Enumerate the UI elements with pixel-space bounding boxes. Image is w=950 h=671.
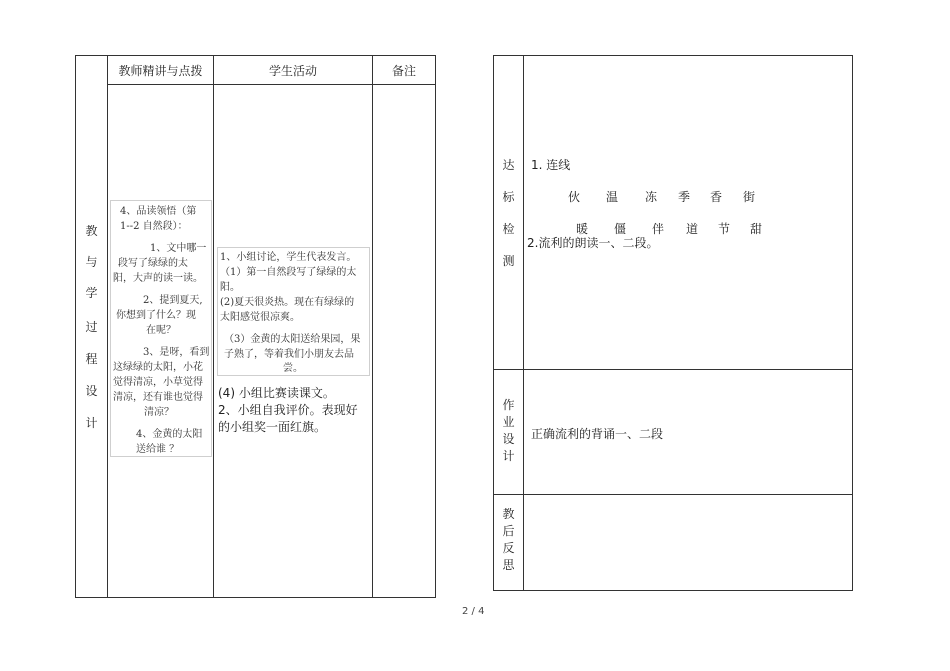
match-char: 街 xyxy=(743,190,756,204)
label-char: 达 xyxy=(502,158,515,172)
student-line: （3）金黄的太阳送给果园，果 xyxy=(224,334,361,345)
student-line: 1、小组讨论，学生代表发言。 xyxy=(220,252,357,263)
student-line: （1）第一自然段写了绿绿的太 xyxy=(220,267,357,278)
match-char: 伙 xyxy=(568,190,581,204)
teacher-line: 4、金黄的太阳 xyxy=(136,429,203,440)
label-char: 教 xyxy=(502,507,515,521)
match-char: 温 xyxy=(606,190,619,204)
teacher-line: 清凉？ xyxy=(144,407,174,418)
label-char: 检 xyxy=(502,222,515,236)
header-remarks: 备注 xyxy=(391,64,416,78)
reading-task: 2.流利的朗读一、二段。 xyxy=(527,236,659,250)
teacher-line: 段写了绿绿的太 xyxy=(118,258,188,269)
teacher-line: 4、品读领悟（第 xyxy=(120,206,197,217)
matching-title: 1. 连线 xyxy=(531,158,571,172)
teacher-line: 阳，大声的读一读。 xyxy=(113,273,203,284)
teacher-line: 你想到了什么？现 xyxy=(116,310,196,321)
match-char: 节 xyxy=(718,222,731,236)
teacher-line: 觉得清凉，小草觉得 xyxy=(113,377,203,388)
match-char: 伴 xyxy=(652,222,665,236)
header-student-activity: 学生活动 xyxy=(268,64,317,78)
match-char: 僵 xyxy=(614,222,627,236)
student-after-line: 的小组奖一面红旗。 xyxy=(218,420,327,434)
match-char: 道 xyxy=(686,222,699,236)
side-label-char: 计 xyxy=(85,416,98,430)
teacher-line: 这绿绿的太阳，小花 xyxy=(113,362,203,373)
side-label-char: 程 xyxy=(85,352,98,366)
student-line: 阳。 xyxy=(220,282,240,293)
match-char: 暖 xyxy=(576,222,589,236)
student-after-line: (4) 小组比赛读课文。 xyxy=(218,386,335,400)
label-char: 后 xyxy=(502,524,515,538)
match-char: 甜 xyxy=(750,222,763,236)
label-char: 业 xyxy=(502,415,515,429)
label-char: 测 xyxy=(502,254,515,268)
label-char: 设 xyxy=(502,432,515,446)
label-char: 标 xyxy=(502,190,515,204)
teacher-line: 1--2 自然段）： xyxy=(120,221,188,232)
student-line: 子熟了，等着我们小朋友去品 xyxy=(224,349,354,360)
side-label-char: 教 xyxy=(85,224,98,238)
label-char: 反 xyxy=(502,541,515,555)
teacher-line: 2、提到夏天, xyxy=(143,295,203,306)
student-line: 尝。 xyxy=(283,363,303,374)
student-line: 太阳感觉很凉爽。 xyxy=(220,312,300,323)
label-char: 思 xyxy=(502,558,515,572)
student-after-line: 2、小组自我评价。表现好 xyxy=(218,403,358,417)
teacher-line: 1、文中哪一 xyxy=(150,243,207,254)
label-char: 计 xyxy=(502,449,515,463)
side-label-char: 学 xyxy=(85,286,98,300)
teacher-line: 清凉，还有谁也觉得 xyxy=(113,392,203,403)
header-teacher: 教师精讲与点拨 xyxy=(118,64,203,78)
teacher-line: 3、是呀，看到 xyxy=(143,347,210,358)
match-char: 香 xyxy=(710,190,723,204)
match-char: 冻 xyxy=(645,190,658,204)
homework-content: 正确流利的背诵一、二段 xyxy=(531,427,664,441)
side-label-char: 与 xyxy=(85,255,98,269)
side-label-char: 过 xyxy=(85,320,98,334)
match-char: 季 xyxy=(678,190,691,204)
side-label-char: 设 xyxy=(85,384,98,398)
student-line: (2)夏天很炎热。现在有绿绿的 xyxy=(220,297,355,308)
page-number: 2 / 4 xyxy=(462,606,485,617)
label-char: 作 xyxy=(502,398,515,412)
teacher-line: 送给谁 ？ xyxy=(136,444,180,455)
teacher-line: 在呢？ xyxy=(146,325,176,336)
